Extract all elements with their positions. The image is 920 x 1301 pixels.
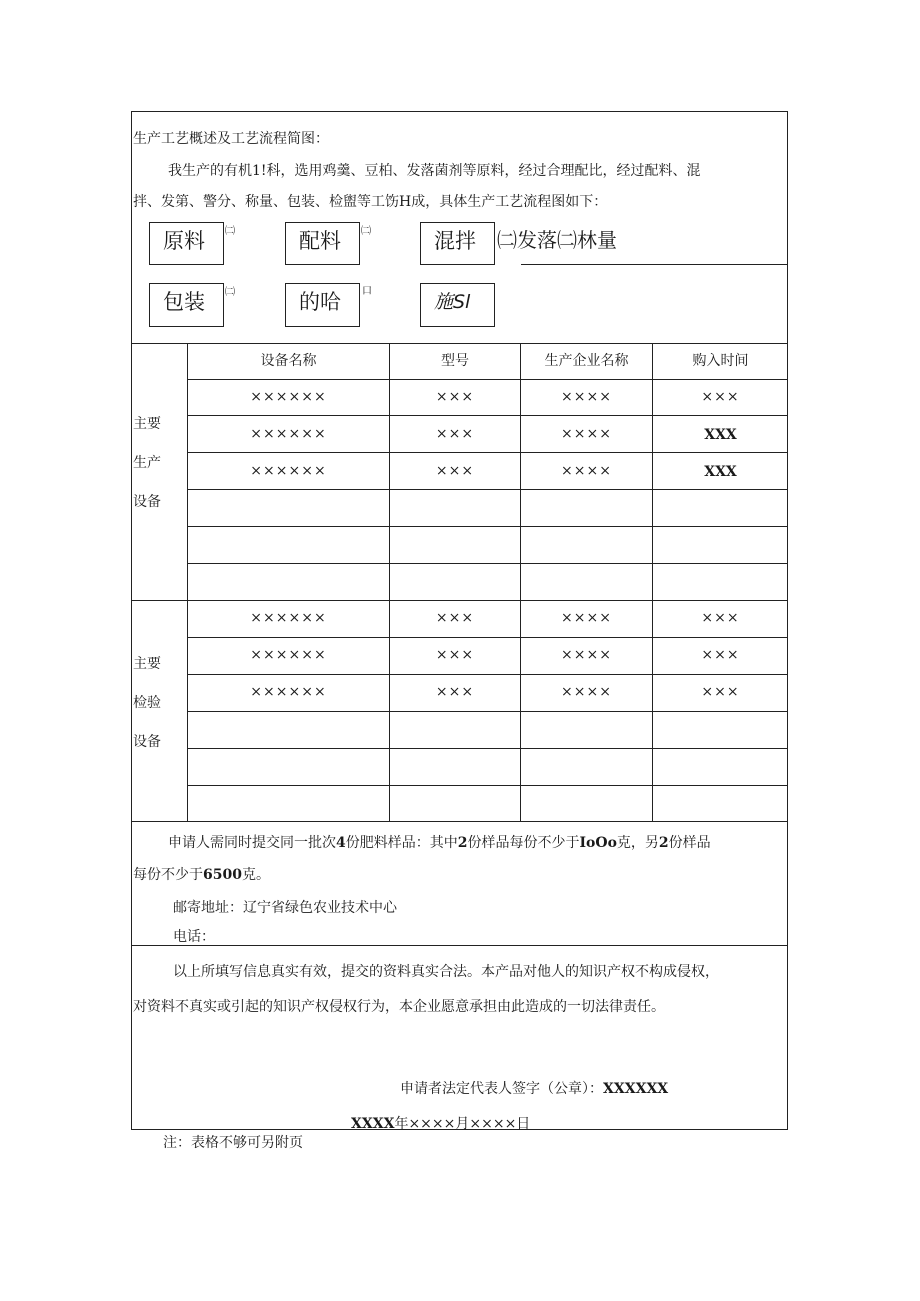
inspection-equipment-label: 设备 — [133, 734, 161, 750]
table-row-line — [187, 526, 788, 527]
process-description-line-2: 拌、发第、警分、称量、包装、检盥等工饬H成，具体生产工艺流程图如下： — [133, 194, 608, 210]
flow-step-fermentation-weighing: ㈡发落㈡林量 — [497, 228, 617, 252]
date-line — [351, 1115, 530, 1133]
production-equipment-label: 主要 — [133, 416, 161, 432]
table-cell: ×××× — [561, 463, 612, 479]
sample-requirement-line-2 — [133, 866, 270, 884]
section-divider — [131, 600, 788, 601]
signature-value: XXXXXX — [603, 1081, 669, 1097]
table-cell: ×××× — [561, 684, 612, 700]
sample-text: 申请人需同时提交同一批次 — [168, 835, 336, 851]
sample-text: 克，另 — [616, 835, 659, 851]
sample-text: 份样品 — [668, 835, 711, 851]
declaration-line-2: 对资料不真实或引起的知识产权侵权行为，本企业愿意承担由此造成的一切法律责任。 — [133, 999, 665, 1015]
table-cell: ×××××× — [250, 426, 327, 442]
table-cell: XXX — [704, 427, 737, 443]
section-divider — [131, 343, 788, 344]
table-cell: ×××× — [561, 610, 612, 626]
table-cell: ××× — [435, 426, 475, 442]
table-cell: ×××××× — [250, 647, 327, 663]
section-divider — [131, 945, 788, 946]
production-equipment-label: 设备 — [133, 494, 161, 510]
table-cell: ××× — [701, 610, 740, 626]
table-row-line — [187, 415, 788, 416]
table-row-line — [187, 748, 788, 749]
flow-arrow-mark: ㈡ — [361, 226, 371, 237]
table-cell: ×××××× — [250, 389, 327, 405]
sample-count: 2 — [457, 835, 468, 851]
date-rest: 年××××月××××日 — [394, 1116, 531, 1132]
flow-arrow-mark: 口 — [362, 286, 372, 297]
column-header-model: 型号 — [441, 353, 469, 369]
flow-step-batching: 配料 — [285, 222, 360, 265]
table-row-line — [187, 452, 788, 453]
table-cell: ×××× — [561, 647, 612, 663]
phone-label: 电话： — [173, 929, 215, 945]
table-row-line — [187, 674, 788, 675]
flow-step-inspection: 的哈 — [285, 283, 360, 327]
table-cell: ×××××× — [250, 684, 327, 700]
table-row-line — [187, 785, 788, 786]
section-divider — [131, 821, 788, 822]
column-header-manufacturer: 生产企业名称 — [544, 353, 629, 369]
footnote: 注：表格不够可另附页 — [163, 1135, 303, 1151]
table-cell: ×××× — [561, 426, 612, 442]
sample-text: 克。 — [241, 867, 270, 883]
process-description-line-1: 我生产的有机1!科，选用鸡羹、豆柏、发落菌剂等原料，经过合理配比，经过配料、混 — [168, 163, 701, 179]
table-cell: ××× — [435, 389, 475, 405]
sample-text: 份样品每份不少于 — [467, 835, 580, 851]
inspection-equipment-label: 检验 — [133, 695, 161, 711]
table-cell: ×××××× — [250, 610, 327, 626]
flow-arrow-mark: ㈡ — [225, 226, 235, 237]
sample-weight: IoOo — [579, 835, 617, 851]
signature-line — [400, 1080, 668, 1098]
flow-step-packaging: 包装 — [149, 283, 224, 327]
sample-count: 4 — [336, 835, 346, 851]
table-cell: ×××××× — [250, 463, 327, 479]
inspection-equipment-label: 主要 — [133, 656, 161, 672]
sample-requirement-line-1 — [168, 834, 711, 852]
table-cell: ××× — [435, 610, 475, 626]
table-cell: ××× — [701, 389, 740, 405]
flow-connector-line — [521, 264, 788, 265]
table-row-line — [187, 489, 788, 490]
mailing-address: 邮寄地址：辽宁省绿色农业技术中心 — [173, 900, 397, 916]
flow-step-storage: 施Sl — [420, 283, 495, 327]
table-cell: ××× — [701, 647, 740, 663]
table-row-line — [187, 711, 788, 712]
date-year: XXXX — [351, 1116, 395, 1132]
column-header-purchase-date: 购入时间 — [692, 353, 749, 369]
column-header-equipment-name: 设备名称 — [260, 353, 317, 369]
table-cell: ××× — [701, 684, 740, 700]
table-cell: ×××× — [561, 389, 612, 405]
sample-text: 份肥料样品：其中 — [345, 835, 458, 851]
table-cell: ××× — [435, 463, 475, 479]
table-cell: ××× — [435, 647, 475, 663]
sample-text: 每份不少于 — [133, 867, 203, 883]
declaration-line-1: 以上所填写信息真实有效，提交的资料真实合法。本产品对他人的知识产权不构成侵权， — [173, 964, 719, 980]
sample-weight: 6500 — [203, 867, 242, 883]
flow-arrow-mark: ㈡ — [225, 287, 235, 298]
flow-step-raw-material: 原料 — [149, 222, 224, 265]
process-heading: 生产工艺概述及工艺流程简图： — [133, 131, 329, 147]
flow-step-mixing: 混拌 — [420, 222, 495, 265]
table-row-line — [187, 379, 788, 380]
table-row-line — [187, 637, 788, 638]
signature-label: 申请者法定代表人签字（公章）： — [400, 1081, 603, 1097]
production-equipment-label: 生产 — [133, 455, 161, 471]
table-row-line — [187, 563, 788, 564]
table-cell: XXX — [704, 464, 737, 480]
table-cell: ××× — [435, 684, 475, 700]
sample-count: 2 — [658, 835, 669, 851]
